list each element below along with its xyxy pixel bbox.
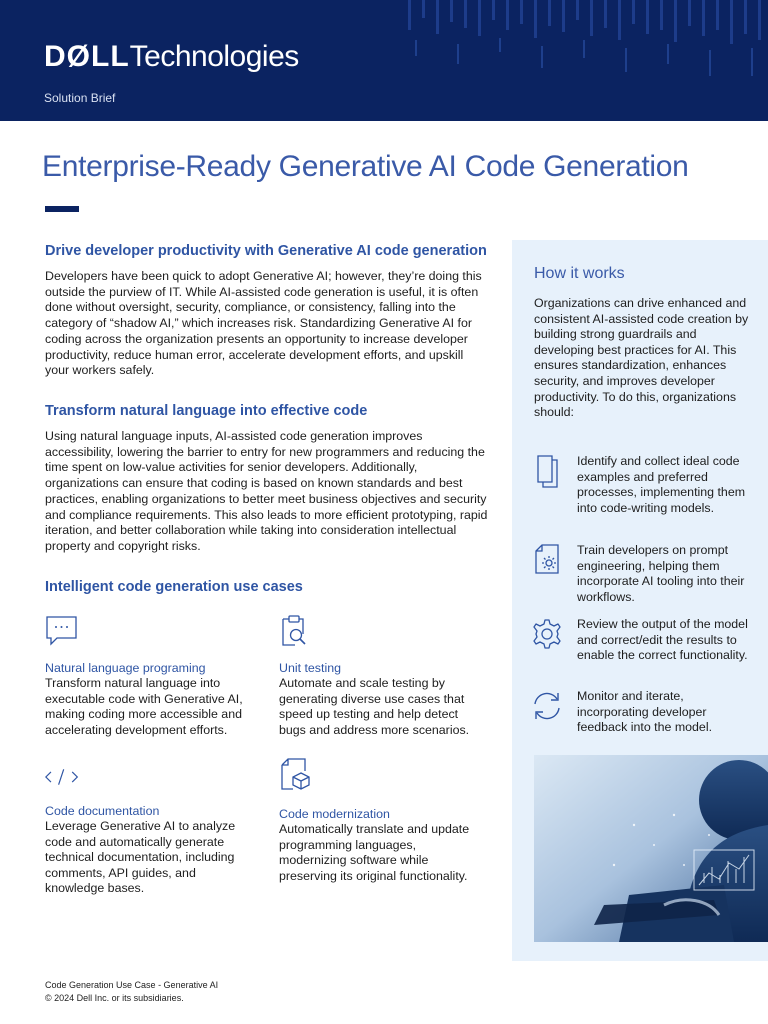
footer — [45, 979, 218, 1005]
use-case-description: Automate and scale testing by generating diverse use cases that speed up testing and help detect bugs and address more scenarios. — [279, 676, 470, 737]
logo-technologies-wordmark: Technologies — [129, 40, 299, 73]
refresh-arrows-icon — [530, 689, 564, 723]
header-stripe-pattern — [388, 0, 768, 121]
use-case-natural-language — [45, 614, 255, 738]
section-natural-language — [45, 402, 490, 555]
footer-document-name: Code Generation Use Case - Generative AI — [45, 980, 219, 990]
step-text: Monitor and iterate, incorporating developer feedback into the model. — [577, 689, 713, 734]
gear-icon — [530, 617, 564, 651]
use-case-code-documentation — [45, 760, 255, 897]
step-text: Review the output of the model and correct/edit the results to enable the correct functionality. — [577, 617, 748, 662]
how-it-works-title: How it works — [534, 265, 625, 282]
section-heading: Drive developer productivity with Generative AI code generation — [45, 243, 487, 259]
step-text: Identify and collect ideal code examples and preferred processes, implementing them into code-writing models. — [577, 454, 746, 515]
title-accent-bar — [45, 206, 79, 212]
section-use-cases — [45, 578, 490, 596]
logo-dell-wordmark: DØLL — [44, 40, 130, 73]
use-case-unit-testing — [279, 614, 479, 738]
header-banner — [0, 0, 768, 121]
page-title: Enterprise-Ready Generative AI Code Generation — [42, 150, 689, 183]
section-body: Developers have been quick to adopt Generative AI; however, they’re doing this outside the purview of IT. While AI-assisted code generation is useful, it is often done without oversight, security, compliance, or consistency, falling into the category of “shadow AI,” which increases risk. Standardizing Generative AI for coding across the organization presents an opportunity to increase developer productivity, reduce human error, accelerate development efforts, and upskill your workers safely. — [45, 269, 482, 378]
footer-copyright: © 2024 Dell Inc. or its subsidiaries. — [45, 993, 184, 1003]
section-heading: Transform natural language into effective code — [45, 403, 368, 419]
code-brackets-icon — [45, 760, 79, 794]
use-case-title: Unit testing — [279, 661, 341, 675]
use-case-description: Leverage Generative AI to analyze code and automatically generate technical documentation, including comments, API guides, and knowledge bases. — [45, 819, 236, 895]
how-it-works-intro: Organizations can drive enhanced and consistent AI-assisted code creation by building strong guardrails and developing best practices for AI. This ensures standardization, enhances security, and improves developer productivity. To do this, organizations should: — [534, 296, 749, 420]
chat-bubble-icon — [45, 614, 79, 648]
use-case-description: Transform natural language into executable code with Generative AI, making coding more accessible and accelerating development efforts. — [45, 676, 243, 737]
use-case-title: Natural language programing — [45, 661, 206, 675]
document-type-label: Solution Brief — [44, 91, 116, 105]
developer-laptop-photo — [534, 755, 768, 942]
use-case-title: Code modernization — [279, 807, 390, 821]
use-case-description: Automatically translate and update programming languages, modernizing software while preserving its original functionality. — [279, 822, 470, 883]
use-case-title: Code documentation — [45, 804, 160, 818]
section-developer-productivity — [45, 242, 490, 379]
section-body: Using natural language inputs, AI-assisted code generation improves accessibility, lowering the barrier to entry for new programmers and reducing the time spent on low-value activities for senior developers. Additionally, organizations can ensure that coding is based on known standards and best practices, enabling organizations to better meet business objectives and security and compliance requirements. This also leads to more efficient prototyping, rapid iteration, and better collaboration while taking into consideration intellectual property and copyright risks. — [45, 429, 488, 553]
clipboard-magnifier-icon — [279, 614, 313, 648]
documents-stack-icon — [530, 454, 564, 488]
use-case-code-modernization — [279, 757, 479, 884]
document-gear-icon — [530, 543, 564, 577]
step-text: Train developers on prompt engineering, helping them incorporate AI tooling into their workflows. — [577, 543, 745, 604]
section-heading: Intelligent code generation use cases — [45, 579, 303, 595]
dell-technologies-logo[interactable] — [44, 40, 299, 74]
document-cube-icon — [279, 757, 313, 791]
